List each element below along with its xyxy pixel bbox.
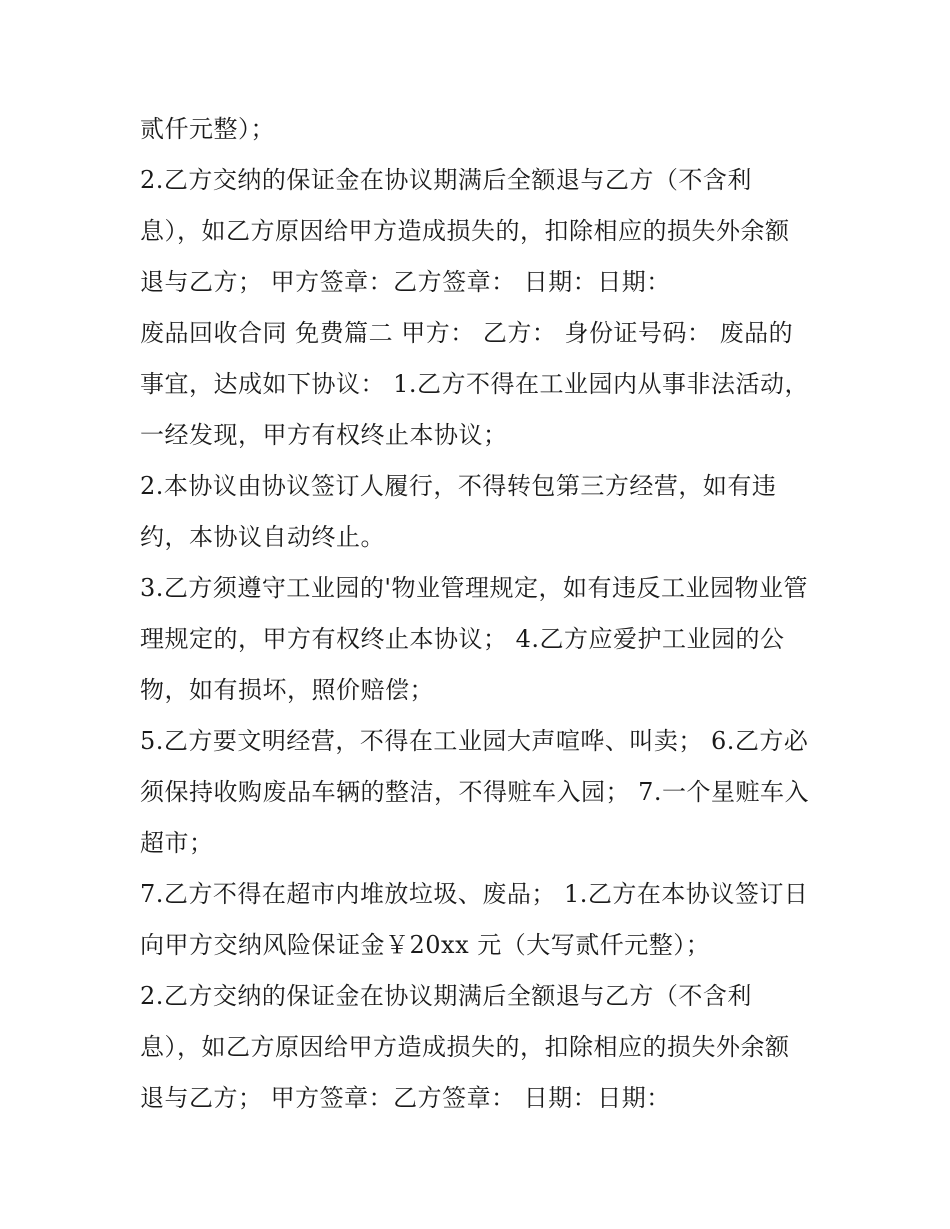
document-body <box>140 104 830 1124</box>
text-line: 退与乙方； 甲方签章：乙方签章： 日期：日期： <box>140 268 671 296</box>
text-line: 2.乙方交纳的保证金在协议期满后全额退与乙方（不含利 <box>140 166 752 194</box>
text-line: 废品回收合同 免费篇二 甲方： 乙方： 身份证号码： 废品的 <box>140 319 794 347</box>
text-line: 5.乙方要文明经营，不得在工业园大声喧哗、叫卖； 6.乙方必 <box>140 727 809 755</box>
text-line: 约，本协议自动终止。 <box>140 523 385 551</box>
text-line: 7.乙方不得在超市内堆放垃圾、废品； 1.乙方在本协议签订日 <box>140 880 809 908</box>
text-line: 贰仟元整）； <box>140 115 275 143</box>
text-line: 2.乙方交纳的保证金在协议期满后全额退与乙方（不含利 <box>140 982 752 1010</box>
text-line: 超市； <box>140 829 214 857</box>
text-line: 退与乙方； 甲方签章：乙方签章： 日期：日期： <box>140 1084 671 1112</box>
text-line: 息），如乙方原因给甲方造成损失的，扣除相应的损失外余额 <box>140 1033 790 1061</box>
text-line: 3.乙方须遵守工业园的'物业管理规定，如有违反工业园物业管 <box>140 574 808 602</box>
text-line: 须保持收购废品车辆的整洁，不得赃车入园； 7.一个星赃车入 <box>140 778 810 806</box>
text-line: 一经发现，甲方有权终止本协议； <box>140 421 508 449</box>
text-line: 理规定的，甲方有权终止本协议； 4.乙方应爱护工业园的公 <box>140 625 785 653</box>
text-line: 向甲方交纳风险保证金￥20xx 元（大写贰仟元整）； <box>140 931 711 959</box>
text-line: 物，如有损坏，照价赔偿； <box>140 676 434 704</box>
text-line: 2.本协议由协议签订人履行，不得转包第三方经营，如有违 <box>140 472 777 500</box>
text-line: 息），如乙方原因给甲方造成损失的，扣除相应的损失外余额 <box>140 217 790 245</box>
text-line: 事宜，达成如下协议： 1.乙方不得在工业园内从事非法活动， <box>140 370 810 398</box>
